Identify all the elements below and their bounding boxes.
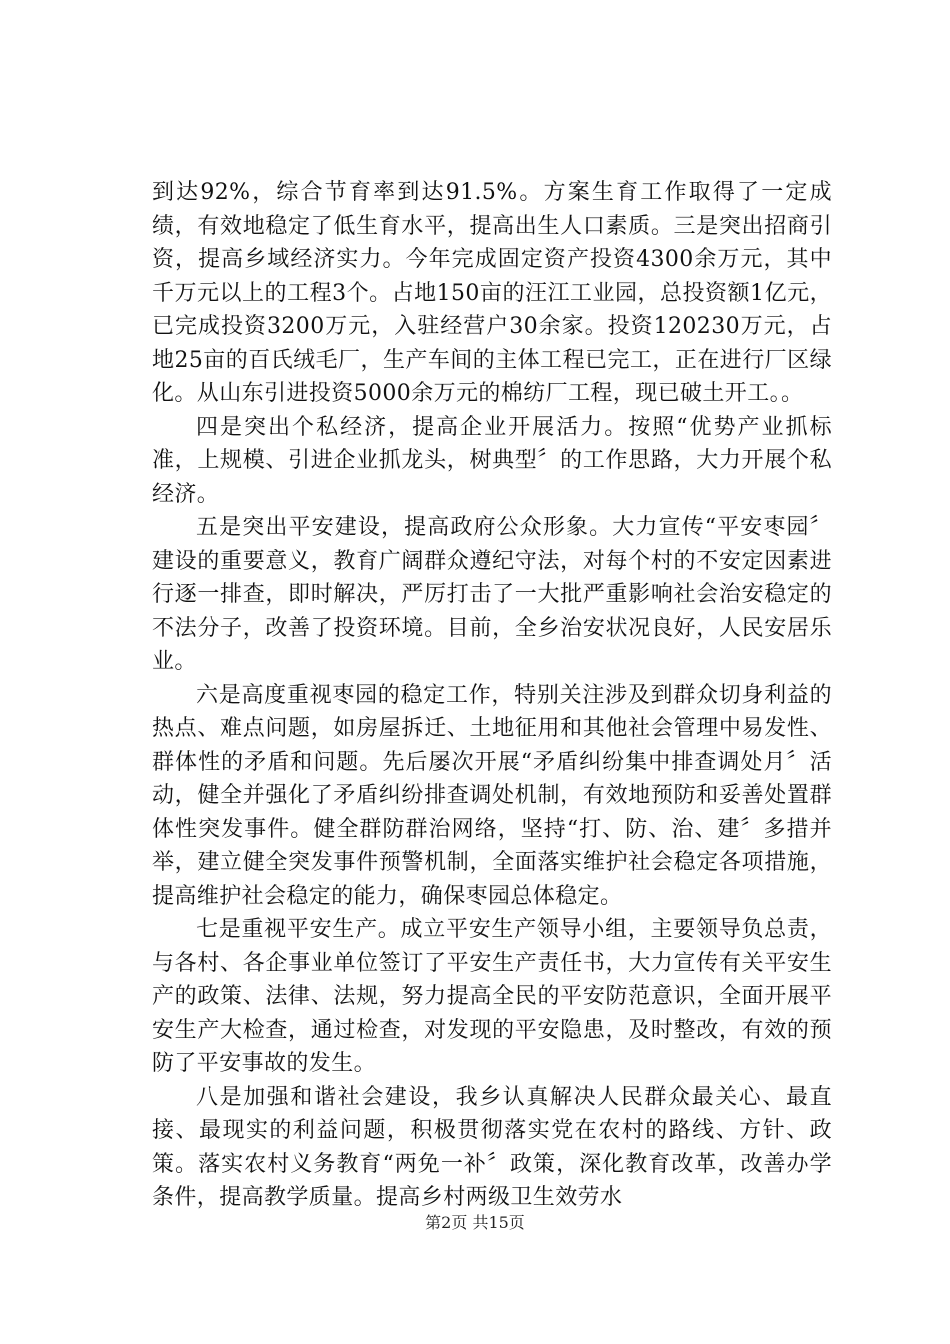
paragraph-safety-construction: 五是突出平安建设，提高政府公众形象。大力宣传“平安枣园〞建设的重要意义，教育广阔群众遵纪守法，对每个村的不安定因素进行逐一排查，即时解决，严厉打击了一大批严重影响社会治安稳定的不法分子，改善了投资环境。目前，全乡治安状况良好，人民安居乐业。 <box>152 515 832 674</box>
page-number-footer: 第2页 共15页 <box>425 1213 525 1232</box>
paragraph-harmonious-society: 八是加强和谐社会建设，我乡认真解决人民群众最关心、最直接、最现实的利益问题，积极贯彻落实党在农村的路线、方针、政策。落实农村义务教育“两免一补〞政策，深化教育改革，改善办学条件，提高教学质量。提高乡村两级卫生效劳水 <box>152 1084 832 1210</box>
paragraph-safe-production: 七是重视平安生产。成立平安生产领导小组，主要领导负总责，与各村、各企事业单位签订了平安生产责任书，大力宣传有关平安生产的政策、法律、法规，努力提高全民的平安防范意识，全面开展平安生产大检查，通过检查，对发现的平安隐患，及时整改，有效的预防了平安事故的发生。 <box>152 917 832 1076</box>
paragraph-private-economy: 四是突出个私经济，提高企业开展活力。按照“优势产业抓标准，上规模、引进企业抓龙头，树典型〞的工作思路，大力开展个私经济。 <box>152 414 832 507</box>
paragraph-continued: 到达92%，综合节育率到达91.5%。方案生育工作取得了一定成绩，有效地稳定了低生育水平，提高出生人口素质。三是突出招商引资，提高乡域经济实力。今年完成固定资产投资4300余万元，其中千万元以上的工程3个。占地150亩的汪江工业园，总投资额1亿元，已完成投资3200万元，入驻经营户30余家。投资120230万元，占地25亩的百氏绒毛厂，生产车间的主体工程已完工，正在进行厂区绿化。从山东引进投资5000余万元的棉纺厂工程，现已破土开工。。 <box>152 180 832 406</box>
paragraph-stability-work: 六是高度重视枣园的稳定工作，特别关注涉及到群众切身利益的热点、难点问题，如房屋拆迁、土地征用和其他社会管理中易发性、群体性的矛盾和问题。先后屡次开展“矛盾纠纷集中排查调处月〞活动，健全并强化了矛盾纠纷排查调处机制，有效地预防和妥善处置群体性突发事件。健全群防群治网络，坚持“打、防、治、建〞多措并举，建立健全突发事件预警机制，全面落实维护社会稳定各项措施，提高维护社会稳定的能力，确保枣园总体稳定。 <box>152 682 832 909</box>
document-body <box>152 176 832 1215</box>
